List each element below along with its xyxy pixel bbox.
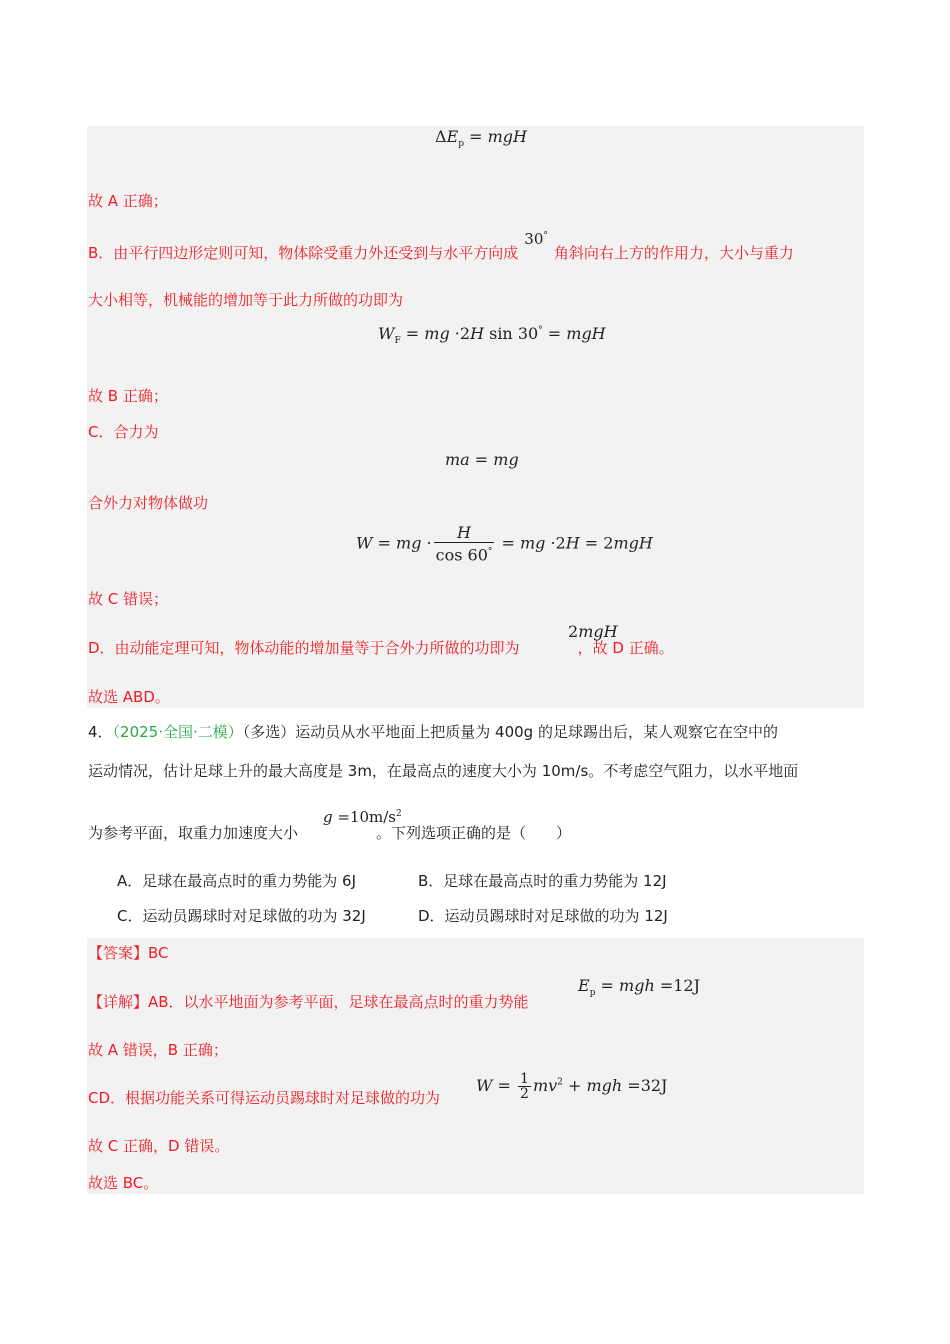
angle-30: 30° [524,230,548,248]
solution-block-3 [87,126,864,708]
equation-w-c: W = mg · $\frac{H}{\cos 60^\circ}$ = mg ·2H = 2mgH [356,523,653,565]
equation-w-cd: W = $\frac{1}{2}$ $mv^2$ + mgh =32J [476,1071,668,1102]
explanation-b-line1: B．由平行四边形定则可知，物体除受重力外还受到与水平方向成30°角斜向右上方的作用力，大小与重力 [88,230,794,262]
question-4-line3: 为参考平面，取重力加速度大小 。下列选项正确的是（ ） [88,824,572,842]
option-b: B．足球在最高点时的重力势能为 12J [418,872,667,890]
conclusion-a: 故 A 正确； [88,192,168,210]
equation-delta-ep: $\Delta E_p$ = mgH [435,127,527,150]
question-4-line1: 4．（2025·全国·二模）（多选）运动员从水平地面上把质量为 400g 的足球踢出后，某人观察它在空中的 [88,723,778,741]
conclusion-cd: 故 C 正确，D 错误。 [88,1137,230,1155]
detail-cd: CD．根据功能关系可得运动员踢球时对足球做的功为 [88,1089,441,1107]
explanation-c: C．合力为 [88,423,159,441]
conclusion-c: 故 C 错误； [88,590,169,608]
equation-ep: $E_p$ = mgh =12J [578,976,701,999]
explanation-b-line2: 大小相等，机械能的增加等于此力所做的功即为 [88,291,404,309]
option-d: D．运动员踢球时对足球做的功为 12J [418,907,668,925]
conclusion-ab: 故 A 错误，B 正确； [88,1041,228,1059]
conclusion-b: 故 B 正确； [88,387,168,405]
equation-wf: $W_F$ = mg ·2H sin 30° = mgH [378,324,606,347]
explanation-c-work: 合外力对物体做功 [88,494,209,512]
equation-g: $g =10m/s^2$ [323,808,402,826]
question-number: 4． [88,723,113,741]
final-answer-3: 故选 ABD。 [88,688,170,706]
option-c: C．运动员踢球时对足球做的功为 32J [117,907,366,925]
question-source: （2025·全国·二模） [112,723,243,741]
final-answer-4: 故选 BC。 [88,1174,159,1192]
answer-4: 【答案】BC [88,944,169,962]
explanation-d: D．由动能定理可知，物体动能的增加量等于合外力所做的功即为 ，故 D 正确。 [88,639,674,657]
question-4-line2: 运动情况，估计足球上升的最大高度是 3m，在最高点的速度大小为 10m/s。不考虑空气阻力，以水平地面 [88,762,799,780]
option-a: A．足球在最高点时的重力势能为 6J [117,872,356,890]
equation-ma: ma = mg [445,450,519,469]
detail-ab: 【详解】AB．以水平地面为参考平面，足球在最高点时的重力势能 [88,993,529,1011]
equation-2mgh: 2mgH [568,622,618,641]
